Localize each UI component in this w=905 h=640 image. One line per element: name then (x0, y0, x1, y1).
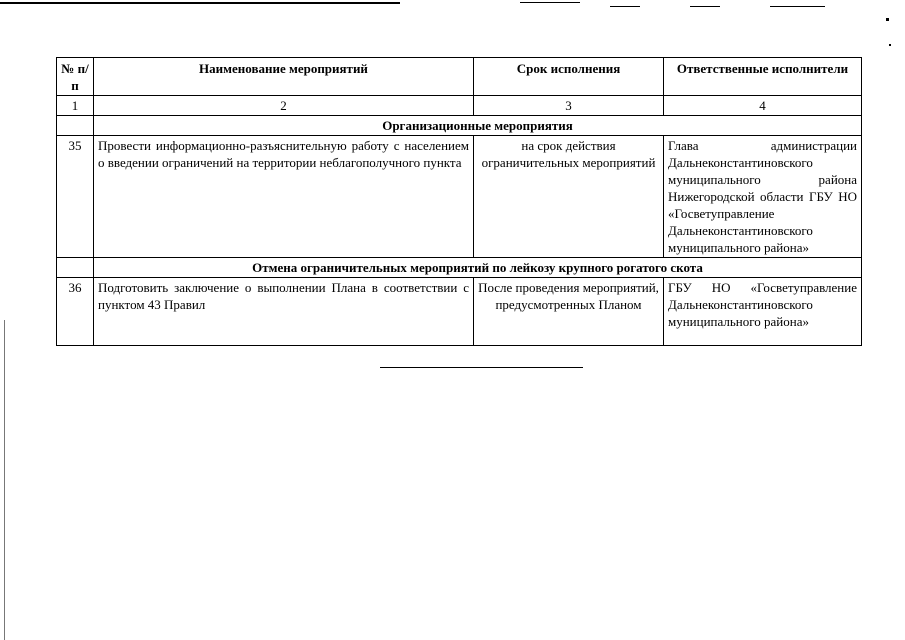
section-title: Отмена ограничительных мероприятий по лейкозу крупного рогатого скота (94, 258, 862, 278)
plan-table (56, 57, 862, 346)
row-name: Провести информационно-разъяснительную работу с населением о введении ограничений на территории неблагополучного пункта (94, 136, 474, 258)
row-name: Подготовить заключение о выполнении Плана в соответствии с пунктом 43 Правил (94, 278, 474, 346)
header-number: № п/п (57, 58, 94, 96)
column-number: 4 (664, 96, 862, 116)
header-responsible: Ответственные исполнители (664, 58, 862, 96)
table-column-numbers-row (57, 96, 862, 116)
row-responsible: Глава администрации Дальнеконстантиновского муниципального района Нижегородской области ГБУ НО «Госветуправление Дальнеконстантиновского муниципального района» (664, 136, 862, 258)
scan-artifact-line (690, 6, 720, 7)
scan-artifact-line (0, 2, 400, 4)
scan-artifact-line (770, 6, 825, 7)
section-row (57, 116, 862, 136)
scan-artifact-line (610, 6, 640, 7)
row-responsible: ГБУ НО «Госветуправление Дальнеконстантиновского муниципального района» (664, 278, 862, 346)
table-header-row (57, 58, 862, 96)
row-deadline: После проведения мероприятий, предусмотренных Планом (474, 278, 664, 346)
scan-artifact-dot (889, 44, 891, 46)
header-name: Наименование мероприятий (94, 58, 474, 96)
row-deadline: на срок действия ограничительных мероприятий (474, 136, 664, 258)
column-number: 2 (94, 96, 474, 116)
scan-artifact-dot (886, 18, 889, 21)
row-number: 36 (57, 278, 94, 346)
column-number: 1 (57, 96, 94, 116)
section-spacer (57, 258, 94, 278)
section-spacer (57, 116, 94, 136)
end-of-document-line (380, 367, 583, 368)
table-row (57, 136, 862, 258)
section-title: Организационные мероприятия (94, 116, 862, 136)
scan-artifact-line (520, 2, 580, 3)
table-row (57, 278, 862, 346)
section-row (57, 258, 862, 278)
header-deadline: Срок исполнения (474, 58, 664, 96)
row-number: 35 (57, 136, 94, 258)
column-number: 3 (474, 96, 664, 116)
scan-artifact-margin (4, 320, 5, 640)
